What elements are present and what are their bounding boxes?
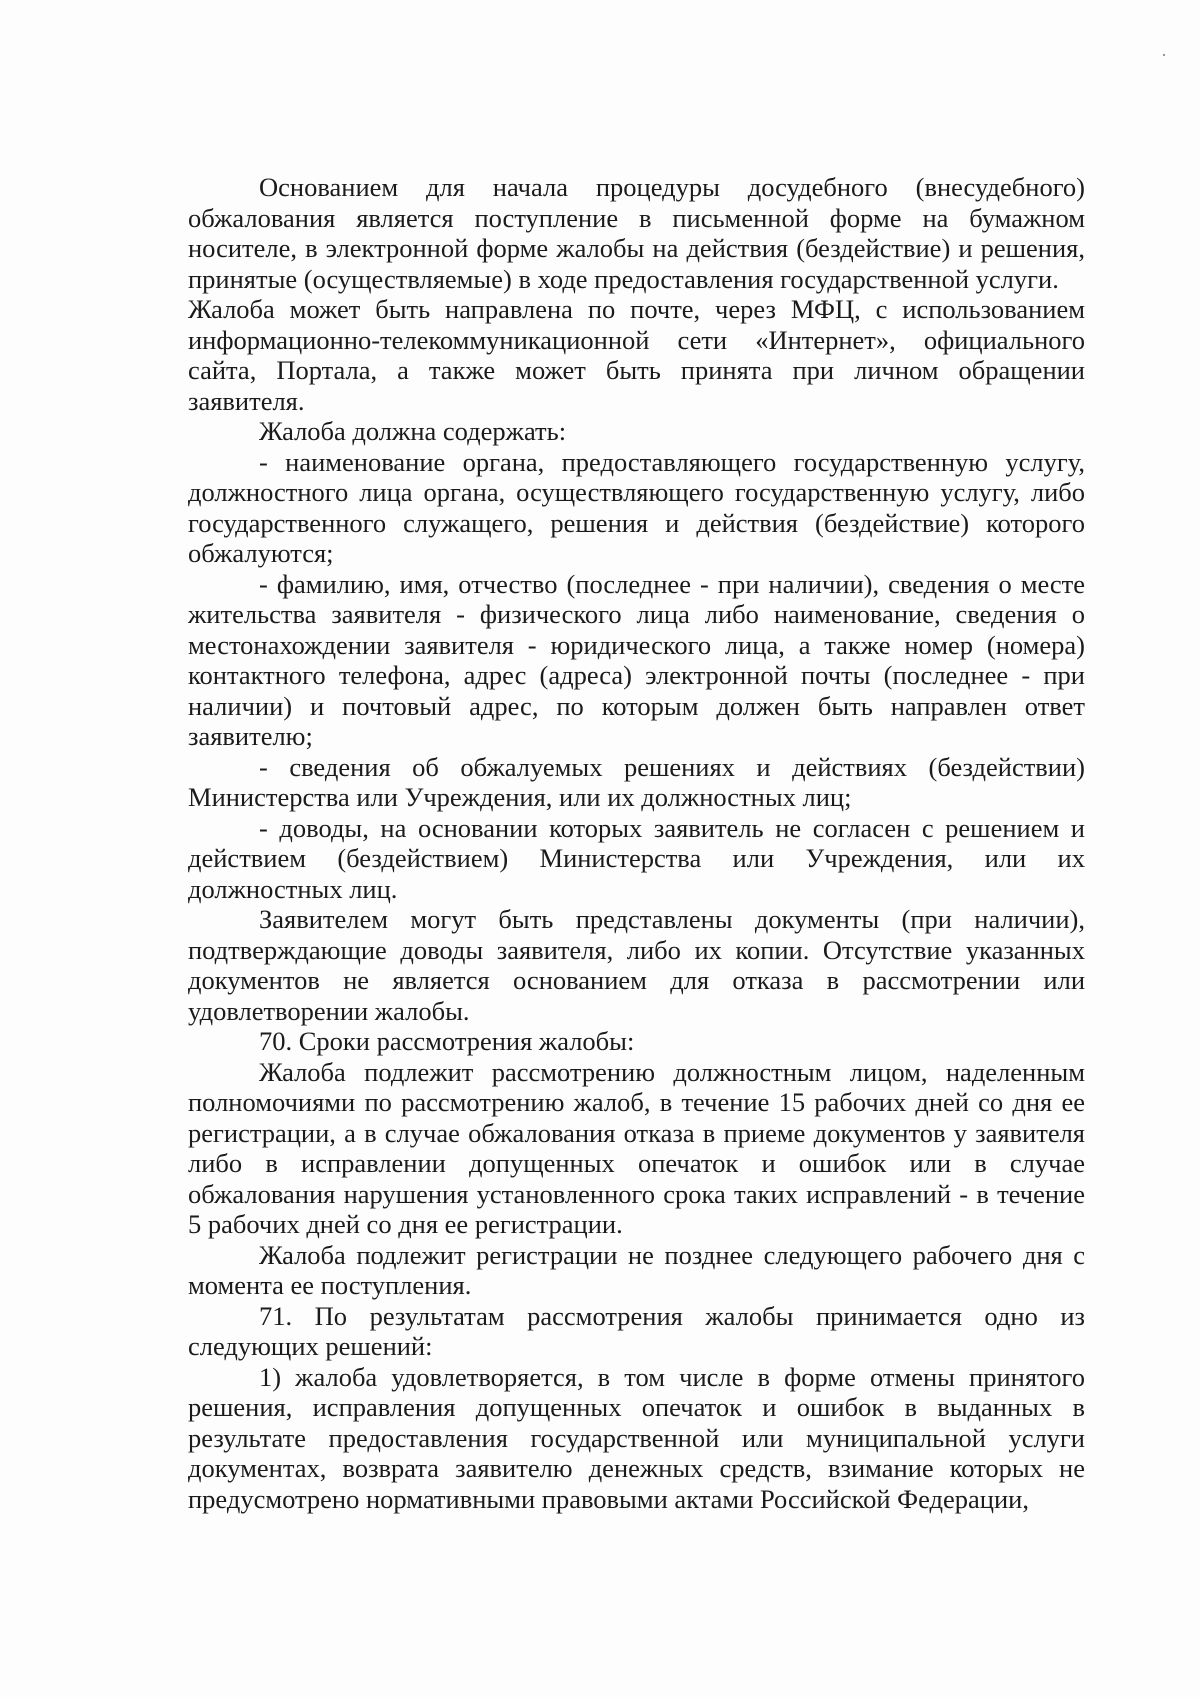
paragraph-review-terms: Жалоба подлежит рассмотрению должностным лицом, наделенным полномочиями по рассмотрению жалоб, в течение 15 рабочих дней со дня ее регистрации, а в случае обжалования отказа в приеме документов у заявителя либо в исправлении допущенных опечаток и ошибок или в случае обжалования нарушения установленного срока таких исправлений - в течение 5 рабочих дней со дня ее регистрации. (188, 1056, 1085, 1239)
list-item-appealed-decisions: - сведения об обжалуемых решениях и действиях (бездействии) Министерства или Учреждения, или их должностных лиц; (188, 751, 1085, 812)
list-item-arguments: - доводы, на основании которых заявитель не согласен с решением и действием (бездействием) Министерства или Учреждения, или их должностных лиц. (188, 812, 1085, 904)
list-item-authority-name: - наименование органа, предоставляющего государственную услугу, должностного лица органа, осуществляющего государственную услугу, либо государственного служащего, решения и действия (бездействие) которого обжалуются; (188, 446, 1085, 568)
scan-speck (1163, 54, 1165, 56)
section-heading-70: 70. Сроки рассмотрения жалобы: (259, 1026, 635, 1056)
list-item-decision-1: 1) жалоба удовлетворяется, в том числе в форме отмены принятого решения, исправления допущенных опечаток и ошибок в выданных в результате предоставления государственной или муниципальной услуги документах, возврата заявителю денежных средств, взимание которых не предусмотрено нормативными правовыми актами Российской Федерации, (188, 1361, 1085, 1514)
document-body (188, 172, 1085, 1514)
section-heading-71: 71. По результатам рассмотрения жалобы принимается одно из следующих решений: (188, 1300, 1085, 1361)
paragraph-appeal-channels: Жалоба может быть направлена по почте, через МФЦ, с использованием информационно-телекоммуникационной сети «Интернет», официального сайта, Портала, а также может быть принята при личном обращении заявителя. (188, 294, 1085, 416)
paragraph-complaint-contents-heading: Жалоба должна содержать: (259, 416, 567, 446)
list-item-applicant-details: - фамилию, имя, отчество (последнее - при наличии), сведения о месте жительства заявителя - физического лица либо наименование, сведения о местонахождении заявителя - юридического лица, а также номер (номера) контактного телефона, адрес (адреса) электронной почты (последнее - при наличии) и почтовый адрес, по которым должен быть направлен ответ заявителю; (188, 568, 1085, 751)
paragraph-registration-term: Жалоба подлежит регистрации не позднее следующего рабочего дня с момента ее поступления. (188, 1239, 1085, 1300)
paragraph-supporting-documents: Заявителем могут быть представлены документы (при наличии), подтверждающие доводы заявителя, либо их копии. Отсутствие указанных документов не является основанием для отказа в рассмотрении или удовлетворении жалобы. (188, 904, 1085, 1026)
paragraph-appeal-basis: Основанием для начала процедуры досудебного (внесудебного) обжалования является поступление в письменной форме на бумажном носителе, в электронной форме жалобы на действия (бездействие) и решения, принятые (осуществляемые) в ходе предоставления государственной услуги. (188, 172, 1085, 294)
